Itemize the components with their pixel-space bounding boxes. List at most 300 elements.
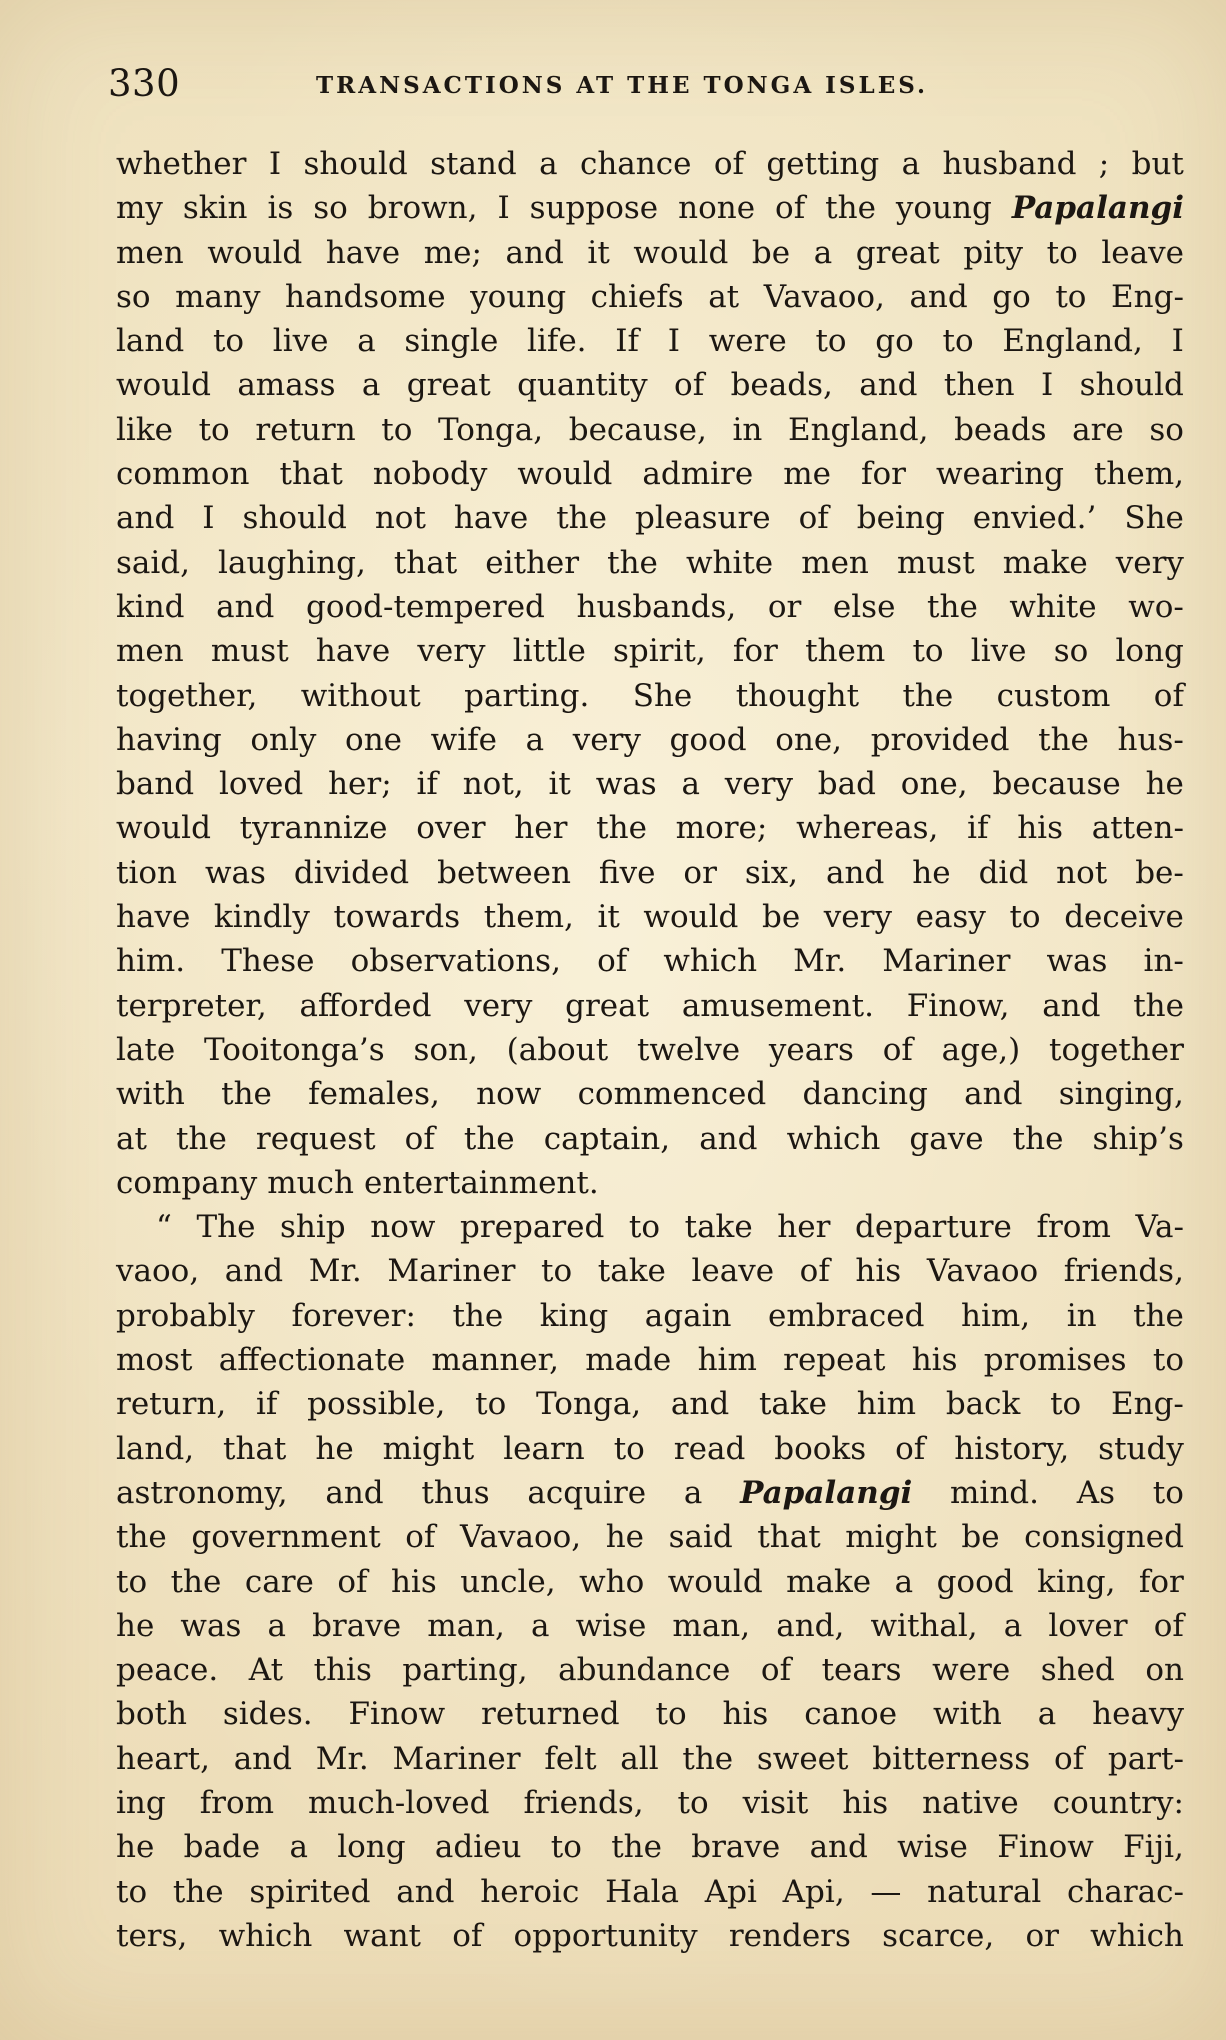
text-line	[116, 939, 1184, 983]
word: of	[337, 1563, 368, 1600]
word: easy	[915, 899, 986, 936]
word: peace.	[116, 1652, 219, 1689]
word: pity	[963, 234, 1024, 271]
italic-word: Papalangi	[1011, 190, 1184, 227]
word: white	[1009, 588, 1097, 625]
word: Eng-	[1110, 1386, 1184, 1423]
word: amass	[237, 367, 336, 404]
word: renders	[728, 1917, 851, 1954]
word: very	[464, 987, 533, 1024]
word: and,	[776, 1607, 845, 1644]
word: great	[565, 987, 650, 1024]
word: opportunity	[513, 1917, 698, 1954]
word: commenced	[577, 1076, 767, 1113]
word: live	[272, 323, 329, 360]
word: white	[685, 544, 774, 581]
word: the	[463, 1120, 515, 1157]
word: the	[1133, 1297, 1184, 1334]
word: the	[1038, 721, 1089, 758]
word: land	[116, 323, 185, 360]
word: that	[393, 544, 458, 581]
word: make	[1002, 544, 1088, 581]
word: tion	[116, 854, 178, 891]
word: atten-	[1091, 810, 1184, 847]
word: but	[1131, 146, 1184, 182]
word: natural	[927, 1873, 1042, 1910]
word: a	[539, 146, 558, 182]
word: of	[1053, 1740, 1085, 1777]
word: Tonga,	[536, 1386, 642, 1423]
word: this	[313, 1652, 372, 1689]
word: whereas,	[796, 810, 939, 847]
body-text	[116, 142, 1184, 1958]
word: the	[452, 1297, 504, 1334]
word: Tooitonga’s	[203, 1031, 385, 1068]
word: to	[613, 1430, 645, 1467]
word: promises	[983, 1342, 1127, 1379]
word: of	[674, 367, 705, 404]
word: and	[699, 1120, 758, 1157]
word: so	[1053, 633, 1089, 670]
word: singing,	[1058, 1076, 1184, 1113]
word: England,	[1002, 323, 1143, 360]
word: departure	[854, 1209, 1012, 1246]
word: Mariner	[882, 943, 1011, 980]
word: live	[970, 633, 1027, 670]
word: stand	[430, 146, 517, 182]
word: history,	[954, 1430, 1070, 1467]
text-line	[116, 1560, 1184, 1604]
word: and	[826, 854, 885, 891]
page-number: 330	[108, 62, 181, 105]
word: England,	[787, 411, 929, 448]
word: manner,	[431, 1342, 559, 1379]
word: the	[170, 1563, 222, 1600]
word: have	[315, 633, 391, 670]
word: I	[1041, 367, 1054, 404]
word: a	[1003, 1607, 1023, 1644]
text-line	[116, 1117, 1184, 1161]
word: at	[708, 278, 740, 315]
word: getting	[766, 146, 880, 182]
word: Mariner	[387, 1253, 516, 1290]
word: whether	[116, 146, 247, 182]
word: together,	[116, 677, 258, 714]
word: —	[870, 1873, 902, 1910]
word: Finow	[997, 1829, 1094, 1866]
word: probably	[116, 1297, 255, 1334]
word: of	[799, 1253, 830, 1290]
word: his	[390, 1563, 437, 1600]
word: wearing	[936, 456, 1064, 493]
word: not,	[462, 766, 524, 803]
word: both	[116, 1696, 187, 1733]
text-line	[116, 806, 1184, 850]
word: in	[1066, 1297, 1097, 1334]
italic-word: Papalangi	[740, 1474, 913, 1511]
word: her;	[328, 766, 392, 803]
word: if	[967, 810, 989, 847]
word: laughing,	[218, 544, 366, 581]
word: of	[452, 1917, 483, 1954]
word: he	[605, 1519, 645, 1556]
word: very	[1115, 544, 1184, 581]
word: beads,	[730, 367, 833, 404]
word: young	[470, 278, 567, 315]
word: single	[404, 323, 499, 360]
word: take	[758, 1386, 828, 1423]
word: them,	[483, 899, 574, 936]
word: would	[517, 456, 613, 493]
word: parting.	[464, 677, 590, 714]
word: the	[1012, 1120, 1064, 1157]
word: ship’s	[1092, 1120, 1184, 1157]
text-line	[116, 1205, 1184, 1249]
text-line	[116, 674, 1184, 718]
text-line	[116, 984, 1184, 1028]
word: to	[655, 1696, 687, 1733]
word: from	[199, 1784, 275, 1821]
word: his	[842, 1784, 889, 1821]
text-line	[116, 319, 1184, 363]
word: which	[218, 1917, 313, 1954]
word: one,	[775, 721, 843, 758]
word: was	[180, 1607, 242, 1644]
text-line	[116, 1471, 1184, 1515]
word: ship	[280, 1209, 346, 1246]
word: Mariner	[392, 1740, 521, 1777]
word: were	[708, 323, 787, 360]
word: Api	[704, 1873, 757, 1910]
word: chiefs	[590, 278, 684, 315]
word: that	[279, 456, 343, 493]
word: would	[116, 367, 211, 404]
word: if	[256, 1386, 278, 1423]
word: request	[255, 1120, 376, 1157]
word: care	[244, 1563, 314, 1600]
word: with	[116, 1076, 185, 1113]
word: of	[1153, 677, 1184, 714]
word: charac-	[1067, 1873, 1184, 1910]
word: five	[598, 854, 656, 891]
word: would	[667, 1563, 763, 1600]
word: of	[405, 1519, 436, 1556]
word: from	[1036, 1209, 1111, 1246]
word: Vavaoo,	[459, 1519, 582, 1556]
word: divided	[293, 854, 410, 891]
text-line	[116, 1870, 1184, 1914]
word: them,	[1093, 456, 1184, 493]
word: and	[505, 234, 564, 271]
word: now	[476, 1076, 542, 1113]
text-line	[116, 142, 1184, 186]
word: These	[221, 943, 315, 980]
word: thought	[735, 677, 860, 714]
word: abundance	[558, 1652, 731, 1689]
word: to	[116, 1563, 148, 1600]
word: my	[116, 190, 163, 227]
word: affectionate	[218, 1342, 406, 1379]
text-line	[116, 231, 1184, 275]
word: the	[682, 1740, 734, 1777]
word: should	[242, 500, 347, 537]
word: good	[669, 721, 747, 758]
word: provided	[870, 721, 1010, 758]
word: it	[548, 766, 571, 803]
word: heart,	[116, 1740, 210, 1777]
word: it	[587, 234, 610, 271]
word: kindly	[213, 899, 310, 936]
word: men	[116, 234, 184, 271]
word: brown,	[367, 190, 478, 227]
word: and	[325, 1474, 384, 1511]
word: great	[855, 234, 940, 271]
text-line	[116, 1737, 1184, 1781]
word: said	[668, 1519, 733, 1556]
word: If	[615, 323, 639, 360]
word: Vavaoo,	[763, 278, 885, 315]
word: tears	[821, 1652, 902, 1689]
word: twelve	[636, 1031, 741, 1068]
word: lover	[1048, 1607, 1128, 1644]
word: man,	[427, 1607, 505, 1644]
word: forever:	[291, 1297, 416, 1334]
word: me	[783, 456, 831, 493]
word: suppose	[529, 190, 659, 227]
word: to	[1009, 899, 1041, 936]
word: who	[579, 1563, 645, 1600]
word: good-tempered	[306, 588, 545, 625]
word: nobody	[372, 456, 488, 493]
word: have	[325, 234, 401, 271]
word: make	[786, 1563, 872, 1600]
word: a	[901, 146, 921, 182]
word: friends,	[1063, 1253, 1184, 1290]
word: be	[961, 1519, 1000, 1556]
word: Mr.	[315, 1740, 369, 1777]
word: adieu	[434, 1829, 522, 1866]
word: be	[751, 234, 791, 271]
word: be-	[1135, 854, 1184, 891]
word: to	[1055, 278, 1087, 315]
word: As	[1076, 1474, 1116, 1511]
word: is	[267, 190, 294, 227]
word: the	[902, 677, 954, 714]
text-line	[116, 275, 1184, 319]
word: very	[572, 721, 641, 758]
word: long	[337, 1829, 406, 1866]
word: repeat	[783, 1342, 886, 1379]
word: her	[777, 1209, 831, 1246]
word: many	[175, 278, 261, 315]
word: else	[832, 588, 896, 625]
text-line	[116, 1825, 1184, 1869]
word: he	[116, 1829, 155, 1866]
word: to	[198, 411, 230, 448]
word: years	[768, 1031, 854, 1068]
word: to	[815, 323, 847, 360]
word: and	[224, 1253, 284, 1290]
word: Va-	[1135, 1209, 1184, 1246]
word: king,	[1037, 1563, 1116, 1600]
word: would	[207, 234, 303, 271]
word: to	[1152, 1342, 1184, 1379]
word: did	[978, 854, 1029, 891]
text-line	[116, 1914, 1184, 1958]
word: females,	[308, 1076, 440, 1113]
word: go	[875, 323, 914, 360]
word: canoe	[804, 1696, 898, 1733]
word: prepared	[459, 1209, 605, 1246]
word: he	[116, 1607, 155, 1644]
word: read	[673, 1430, 746, 1467]
word: so	[1149, 411, 1184, 448]
word: leave	[1101, 234, 1184, 271]
word: none	[678, 190, 756, 227]
word: young	[895, 190, 992, 227]
word: back	[945, 1386, 1021, 1423]
word: to	[550, 1829, 582, 1866]
word: men	[801, 544, 869, 581]
text-line	[116, 541, 1184, 585]
word: of	[882, 1031, 913, 1068]
word: sides.	[222, 1696, 313, 1733]
word: her	[514, 810, 568, 847]
word: me;	[423, 234, 482, 271]
word: books	[774, 1430, 867, 1467]
word: to	[116, 1873, 148, 1910]
word: to	[677, 1784, 709, 1821]
word: She	[632, 677, 693, 714]
text-line	[116, 1072, 1184, 1116]
word: of	[895, 1430, 926, 1467]
word: to	[1050, 1386, 1082, 1423]
word: together	[1049, 1031, 1184, 1068]
text-line	[116, 1427, 1184, 1471]
word: he	[1145, 766, 1184, 803]
word: sweet	[756, 1740, 849, 1777]
word: them	[805, 633, 886, 670]
word: very	[823, 899, 892, 936]
word: envied.’	[972, 500, 1097, 537]
word: might	[382, 1430, 475, 1467]
word: or	[767, 588, 802, 625]
word: Mr.	[308, 1253, 362, 1290]
word: or	[683, 854, 717, 891]
word: dancing	[802, 1076, 928, 1113]
word: of	[1153, 1607, 1184, 1644]
word: with	[932, 1696, 1002, 1733]
word: six,	[744, 854, 799, 891]
word: all	[620, 1740, 659, 1777]
word: and	[216, 588, 275, 625]
word: said,	[116, 544, 191, 581]
word: being	[856, 500, 945, 537]
word: astronomy,	[116, 1474, 288, 1511]
word: deceive	[1064, 899, 1184, 936]
word: because	[992, 766, 1121, 803]
word: gave	[909, 1120, 984, 1157]
word: was	[1046, 943, 1108, 980]
word: skin	[182, 190, 248, 227]
word: which	[1090, 1917, 1184, 1954]
word: custom	[996, 677, 1111, 714]
word: one	[345, 721, 403, 758]
word: return	[255, 411, 356, 448]
word: and	[116, 500, 175, 537]
word: very	[417, 633, 486, 670]
word: Api,	[782, 1873, 845, 1910]
word: “	[156, 1209, 172, 1246]
word: beads	[954, 411, 1047, 448]
word: thus	[421, 1474, 490, 1511]
text-line	[116, 1338, 1184, 1382]
word: him,	[961, 1297, 1031, 1334]
word: part-	[1107, 1740, 1184, 1777]
word: the	[607, 544, 658, 581]
word: tyrannize	[239, 810, 388, 847]
word: are	[1072, 411, 1124, 448]
word: to	[912, 633, 944, 670]
word: in-	[1143, 943, 1184, 980]
word: Finow,	[906, 987, 1010, 1024]
word: and	[859, 367, 918, 404]
text-line	[116, 1692, 1184, 1736]
word: amusement.	[681, 987, 874, 1024]
word: the	[176, 1120, 227, 1157]
word: spirited	[249, 1873, 371, 1910]
word: for	[1138, 1563, 1184, 1600]
word: band	[116, 766, 195, 803]
word: then	[943, 367, 1015, 404]
word: would	[116, 810, 211, 847]
word: bitterness	[872, 1740, 1031, 1777]
word: take	[597, 1253, 666, 1290]
word: withal,	[870, 1607, 978, 1644]
word: of	[597, 943, 628, 980]
word: have	[116, 899, 191, 936]
word: were	[932, 1652, 1011, 1689]
word: loved	[218, 766, 304, 803]
word: acquire	[527, 1474, 647, 1511]
word: would	[643, 899, 739, 936]
word: that	[757, 1519, 821, 1556]
word: wo-	[1128, 588, 1184, 625]
word: the	[825, 190, 876, 227]
word: one,	[900, 766, 968, 803]
word: embraced	[768, 1297, 925, 1334]
word: ing	[116, 1784, 166, 1821]
word: a	[1037, 1696, 1057, 1733]
word: uncle,	[460, 1563, 556, 1600]
word: at	[116, 1120, 147, 1157]
word: a	[813, 234, 833, 271]
word: friends,	[523, 1784, 644, 1821]
word: would	[633, 234, 729, 271]
word: husband	[942, 146, 1077, 182]
word: which	[786, 1120, 881, 1157]
word: which	[663, 943, 758, 980]
text-line	[116, 1249, 1184, 1293]
word: and	[233, 1740, 292, 1777]
word: terpreter,	[116, 987, 267, 1024]
word: most	[116, 1342, 193, 1379]
text-line	[116, 408, 1184, 452]
word: captain,	[543, 1120, 671, 1157]
word: of	[713, 146, 744, 182]
text-line	[116, 363, 1184, 407]
word: return,	[116, 1386, 227, 1423]
